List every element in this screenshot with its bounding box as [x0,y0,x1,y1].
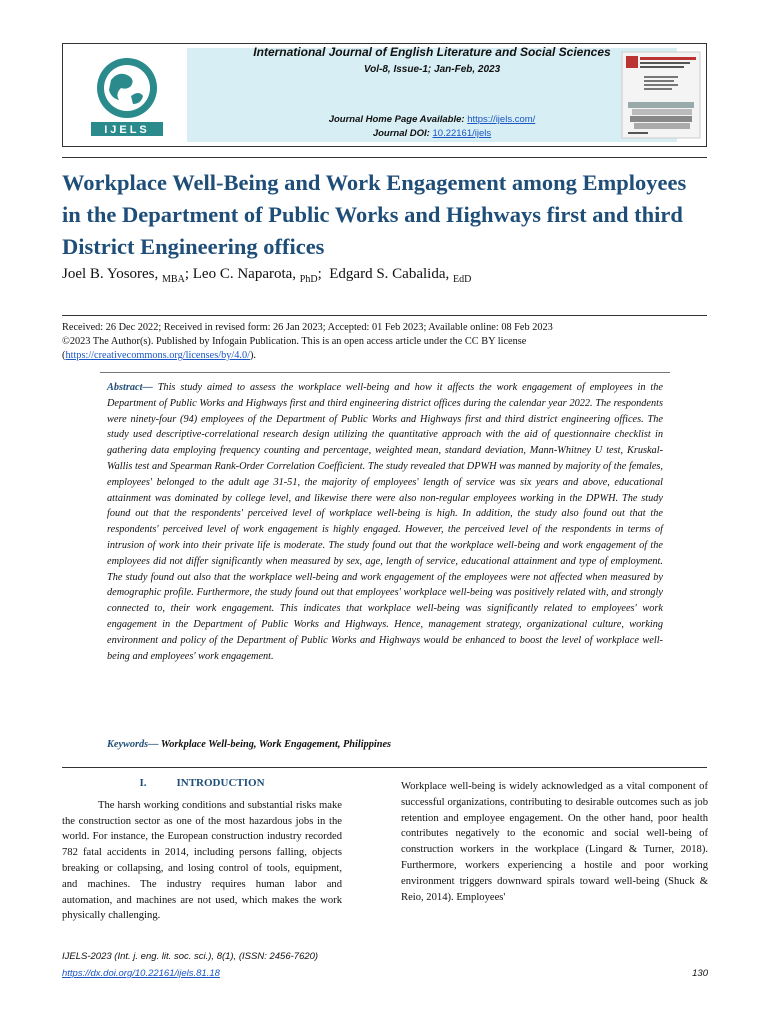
journal-header [62,43,707,147]
license-link[interactable]: https://creativecommons.org/licenses/by/4.0/ [65,350,250,361]
abstract-text: This study aimed to assess the workplace well-being and how it affects the work engagement of employees in the Department of Public Works and Highways first and third engineering district offices during the calendar year 2022. The respondents were ninety-four (94) employees of the Department of Public Works and Highways first and third district engineering offices. The study used descriptive-correlational research design utilizing the quantitative approach with the aid of questionnaire checklist in gathering data employing frequency counting and percentage, weighted mean, standard deviation, Mann-Whitney U test, Kruskal-Wallis test and Spearman Rank-Order Correlation Coefficient. The study revealed that DPWH was manned by majority of the females, employees' belonged to the adult age 31-51, the majority of employees' length of service was six years and above, educational attainment was dominated by college level, and likewise there were also non-regular employees working in the DPWH. The study found out that the respondents' perceived level of workplace well-being is high. In addition, the study also found out that the respondents' perceived level of work engagement is highly engaged. However, the perceived level of the respondents in terms of intrusion of work into their private life is moderate. The study found out that the workplace well-being and work engagement of the employees did not differ significantly when measured by sex, age, length of service, educational attainment and type of employment. The study found out also that the workplace well-being and work engagement of the employees were not affected when measured by demographic profile. Furthermore, the study found out that employees' workplace well-being was positively related with, and strongly connected to, their work engagement. This indicates that workplace well-being was significantly related to employees' work engagement in the Department of Public Works and Highways. Hence, management strategy, organizational culture, working environment and policy of the Department of Public Works and Highways would be enhanced to boost the level of workplace well-being and employees' work engagement. [107,382,663,662]
divider [62,157,707,158]
author-degree: MBA [162,274,185,285]
article-history [62,321,702,363]
footer-citation: IJELS-2023 (Int. j. eng. lit. soc. sci.), 8(1), (ISSN: 2456-7620) [62,951,319,962]
keywords [107,739,663,750]
author-name: Edgard S. Cabalida [329,266,446,282]
body-column-right [401,779,708,905]
keywords-label: Keywords— [107,739,159,750]
journal-home-link[interactable]: https://ijels.com/ [467,114,536,125]
journal-doi-link[interactable]: 10.22161/ijels [432,128,492,139]
footer-doi-link[interactable]: https://dx.doi.org/10.22161/ijels.81.18 [62,968,220,979]
author-name: Joel B. Yosores [62,266,155,282]
section-heading [62,776,342,792]
divider [62,767,707,768]
journal-title: International Journal of English Literature and Social Sciences [253,45,611,59]
article-title: Workplace Well-Being and Work Engagement among Employees in the Department of Public Works and Highways first and third District Engineering offices [62,170,687,259]
divider [62,315,707,316]
journal-doi-line [187,128,677,139]
license-line: (https://creativecommons.org/licenses/by/4.0/). [62,350,257,361]
body-column-left [62,776,342,924]
section-title: INTRODUCTION [176,777,265,789]
journal-issue: Vol-8, Issue-1; Jan-Feb, 2023 [363,64,501,75]
page-number: 130 [692,968,708,979]
page-footer [62,948,708,982]
author-name: Leo C. Naparota [192,266,293,282]
journal-doi-label: Journal DOI: [372,128,433,139]
author-list: Joel B. Yosores, $_{MBA}$; Leo C. Naparota, $_{PhD}$; Edgard S. Cabalida, $_{EdD}$ [62,266,472,285]
journal-home-label: Journal Home Page Available: [328,114,468,125]
author-degree: EdD [453,274,472,285]
abstract [107,380,663,664]
received-dates: Received: 26 Dec 2022; Received in revised form: 26 Jan 2023; Accepted: 01 Feb 2023; Available online: 08 Feb 2023 [62,322,553,333]
body-paragraph: Workplace well-being is widely acknowledged as a vital component of successful organizations, contributing to desirable outcomes such as job retention and employee engagement. On the other hand, poor health contributes negatively to the economic and social well-being of construction workers in the workplace (Lingard & Turner, 2018). Furthermore, workers experiencing a hostile and poor working environment triggers downward spirals toward well-being (Shuck & Reio, 2014). Employees' [401,781,708,903]
ijels-logo [71,50,183,140]
journal-home-line [187,114,677,125]
svg-text:IJELS: IJELS [104,124,150,136]
abstract-label: Abstract— [107,382,153,393]
copyright-notice: ©2023 The Author(s). Published by Infogain Publication. This is an open access article under the CC BY license [62,336,527,347]
keywords-text: Workplace Well-being, Work Engagement, Philippines [158,739,392,750]
divider [100,372,670,373]
author-degree: PhD [299,274,318,285]
body-paragraph: The harsh working conditions and substantial risks make the construction sector as one of the most hazardous jobs in the world. For instance, the European construction industry recorded 782 fatal accidents in 2014, including persons falling, objects breaking or collapsing, and losing control of tools, equipment, and machines. The industry requires human labor and automation, and machines are not used, which makes the work physically challenging. [62,799,342,922]
section-number: I. [139,777,147,789]
